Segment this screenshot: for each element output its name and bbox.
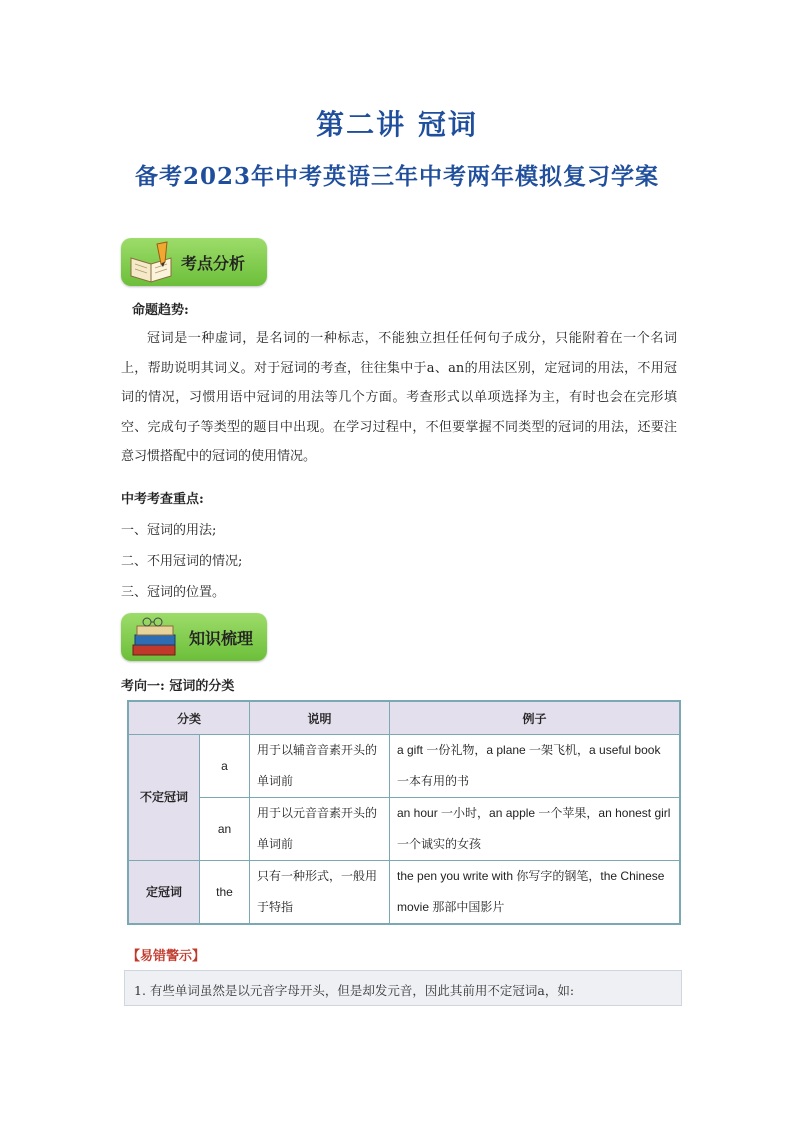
analysis-banner <box>121 238 267 286</box>
description-cell: 只有一种形式，一般用于特指 <box>250 861 390 925</box>
trend-heading: 命题趋势: <box>132 303 189 318</box>
header-example: 例子 <box>390 701 681 735</box>
page-subtitle: 备考2023年中考英语三年中考两年模拟复习学案 <box>134 163 659 190</box>
article-table <box>127 700 681 925</box>
description-cell: 用于以元音音素开头的单词前 <box>250 798 390 861</box>
page-title: 第二讲 冠词 <box>316 108 478 141</box>
table-row <box>128 798 680 861</box>
table-row <box>128 735 680 798</box>
key-point-3: 三、冠词的位置。 <box>121 585 226 600</box>
tip-text: 1. 有些单词虽然是以元音字母开头，但是却发元音，因此其前用不定冠词a，如: <box>134 983 575 998</box>
example-cell: the pen you write with 你写字的钢笔，the Chinese movie 那部中国影片 <box>390 861 681 925</box>
knowledge-banner-label: 知识梳理 <box>189 629 254 648</box>
tip-box <box>124 970 682 1006</box>
key-point-1: 一、冠词的用法; <box>121 523 217 538</box>
example-cell: an hour 一小时，an apple 一个苹果，an honest girl 一个诚实的女孩 <box>390 798 681 861</box>
header-description: 说明 <box>250 701 390 735</box>
book-pencil-icon <box>127 240 179 284</box>
article-cell: a <box>200 735 250 798</box>
table-header-row <box>128 701 680 735</box>
trend-paragraph: 冠词是一种虚词，是名词的一种标志，不能独立担任任何句子成分，只能附着在一个名词上，帮助说明其词义。对于冠词的考查，往往集中于a、an的用法区别，定冠词的用法，不用冠词的情况，习惯用语中冠词的用法等几个方面。考查形式以单项选择为主，有时也会在完形填空、完成句子等类型的题目中出现。在学习过程中，不但要掌握不同类型的冠词的用法，还要注意习惯搭配中的冠词的使用情况。 <box>121 331 677 465</box>
key-point-2: 二、不用冠词的情况; <box>121 554 243 569</box>
example-cell: a gift 一份礼物，a plane 一架飞机，a useful book 一本有用的书 <box>390 735 681 798</box>
article-cell: an <box>200 798 250 861</box>
warning-label: 【易错警示】 <box>127 949 206 964</box>
knowledge-banner <box>121 613 267 661</box>
analysis-banner-label: 考点分析 <box>181 254 246 273</box>
description-cell: 用于以辅音音素开头的单词前 <box>250 735 390 798</box>
article-cell: the <box>200 861 250 925</box>
table-row <box>128 861 680 925</box>
header-category: 分类 <box>128 701 250 735</box>
indefinite-article-label: 不定冠词 <box>128 735 200 861</box>
stacked-books-icon <box>127 615 183 659</box>
definite-article-label: 定冠词 <box>128 861 200 925</box>
key-heading: 中考考查重点: <box>121 492 204 507</box>
direction-heading: 考向一: 冠词的分类 <box>121 679 235 694</box>
